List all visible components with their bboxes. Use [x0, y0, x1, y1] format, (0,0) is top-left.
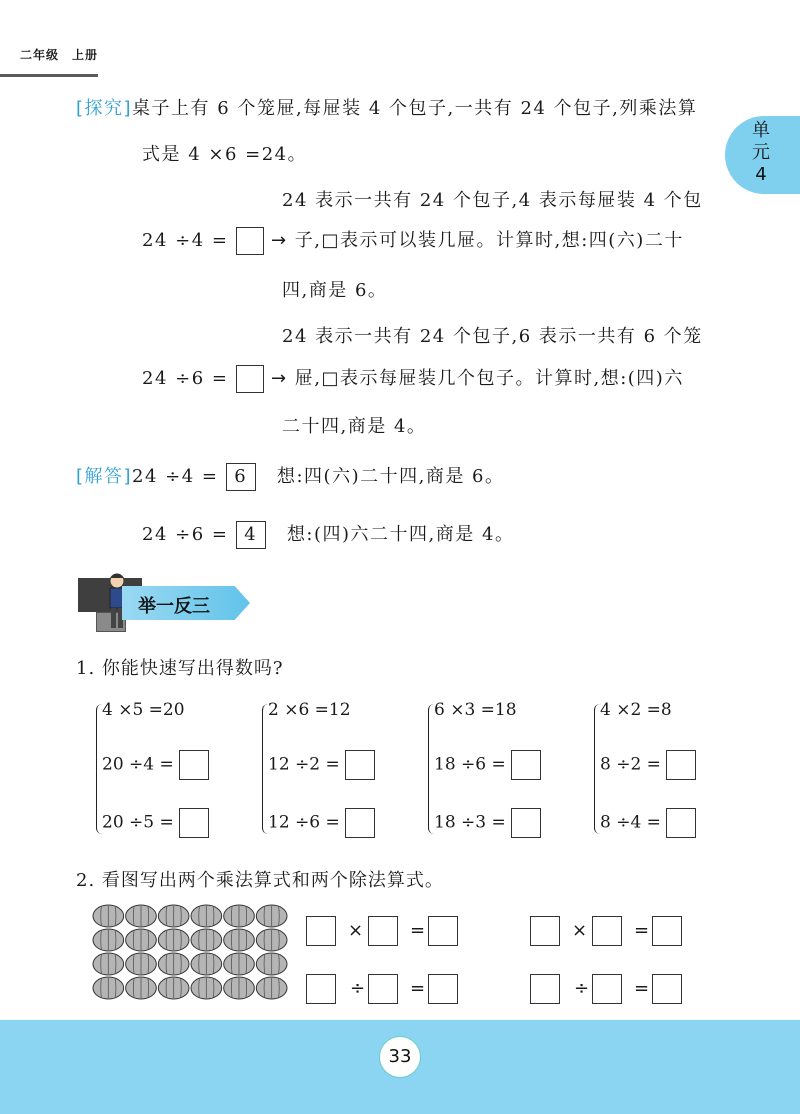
pumpkin-grid-picture	[92, 904, 288, 1000]
equation-quotient: 12 ÷2 =	[268, 750, 375, 780]
times-sign: ×	[572, 920, 588, 941]
pumpkin-icon	[126, 953, 157, 975]
explore-b-line-2	[142, 364, 684, 393]
pumpkin-icon	[126, 929, 157, 951]
answer-blank-box[interactable]	[306, 916, 336, 946]
blank-box	[428, 916, 458, 946]
pumpkin-icon	[256, 905, 287, 927]
explore-text-1: 桌子上有 6 个笼屉,每屉装 4 个包子,一共有 24 个包子,列乘法算	[132, 98, 698, 119]
answer-2-expr: 24 ÷6 =	[142, 524, 229, 545]
answer-blank-box[interactable]	[179, 750, 209, 780]
equals-sign: =	[410, 978, 426, 999]
pumpkin-icon	[126, 905, 157, 927]
answer-2-box: 4	[236, 521, 266, 549]
answer-blank-box[interactable]	[345, 808, 375, 838]
answer-1-box: 6	[226, 463, 256, 491]
answer-tag: [解答]	[76, 466, 133, 487]
blank-box	[652, 916, 682, 946]
answer-blank-box[interactable]	[428, 916, 458, 946]
equation-quotient: 8 ÷4 =	[600, 808, 696, 838]
answer-1-expr: 24 ÷4 =	[132, 466, 219, 487]
pumpkin-icon	[158, 977, 189, 999]
equation-group-1	[96, 700, 246, 840]
unit-tab-label	[746, 120, 776, 186]
pumpkin-icon	[224, 929, 255, 951]
explore-b-line-1: 24 表示一共有 24 个包子,6 表示一共有 6 个笼	[282, 326, 703, 347]
blank-box	[306, 974, 336, 1004]
answer-blank-box[interactable]	[511, 750, 541, 780]
answer-1-note: 想:四(六)二十四,商是 6。	[276, 466, 505, 487]
explore-a-text-2: 子,□表示可以装几屉。计算时,想:四(六)二十	[294, 230, 684, 251]
pumpkin-icon	[224, 953, 255, 975]
explore-b-line-3: 二十四,商是 4。	[282, 416, 427, 437]
answer-blank-box[interactable]	[511, 808, 541, 838]
arrow-icon: →	[270, 368, 288, 389]
pumpkin-icon	[158, 929, 189, 951]
blank-box	[368, 916, 398, 946]
explore-tag: [探究]	[76, 98, 133, 119]
answer-blank-box[interactable]	[236, 227, 264, 255]
pumpkin-icon	[256, 929, 287, 951]
question-2-title: 2. 看图写出两个乘法算式和两个除法算式。	[76, 870, 444, 891]
pumpkin-icon	[191, 929, 222, 951]
answer-row-1	[76, 462, 505, 491]
pumpkin-icon	[158, 905, 189, 927]
pumpkin-icon	[93, 953, 124, 975]
equation-product: 4 ×5 =20	[102, 700, 185, 720]
answer-blank-box[interactable]	[530, 974, 560, 1004]
divide-sign: ÷	[574, 978, 590, 999]
answer-blank-box[interactable]	[666, 750, 696, 780]
equals-sign: =	[634, 920, 650, 941]
pumpkin-icon	[93, 905, 124, 927]
pumpkin-icon	[191, 977, 222, 999]
answer-blank-box[interactable]	[652, 916, 682, 946]
pumpkin-icon	[256, 953, 287, 975]
answer-blank-box[interactable]	[652, 974, 682, 1004]
explore-a-expr: 24 ÷4 =	[142, 230, 229, 251]
equation-group-4	[594, 700, 744, 840]
answer-blank-box[interactable]	[306, 974, 336, 1004]
pumpkin-icon	[158, 953, 189, 975]
unit-number: 4	[755, 164, 767, 185]
blank-box	[592, 974, 622, 1004]
equation-group-2	[262, 700, 412, 840]
unit-char-1: 单	[752, 120, 770, 141]
pumpkin-icon	[191, 905, 222, 927]
pumpkin-icon	[93, 977, 124, 999]
answer-blank-box[interactable]	[345, 750, 375, 780]
pumpkin-icon	[256, 977, 287, 999]
pumpkin-icon	[224, 977, 255, 999]
answer-blank-box[interactable]	[368, 974, 398, 1004]
equation-group-3	[428, 700, 578, 840]
explore-a-line-3: 四,商是 6。	[282, 280, 388, 301]
equation-quotient: 8 ÷2 =	[600, 750, 696, 780]
explore-b-text-2: 屉,□表示每屉装几个包子。计算时,想:(四)六	[294, 368, 684, 389]
blank-box	[530, 916, 560, 946]
answer-blank-box[interactable]	[368, 916, 398, 946]
blank-box	[368, 974, 398, 1004]
section-banner-label: 举一反三	[138, 596, 210, 617]
equation-product: 6 ×3 =18	[434, 700, 517, 720]
answer-blank-box[interactable]	[592, 916, 622, 946]
pumpkin-icon	[93, 929, 124, 951]
answer-blank-box[interactable]	[666, 808, 696, 838]
explore-line-2: 式是 4 ×6 =24。	[142, 144, 308, 165]
equation-quotient: 20 ÷4 =	[102, 750, 209, 780]
equation-quotient: 18 ÷3 =	[434, 808, 541, 838]
header-rule	[0, 74, 98, 77]
arrow-icon: →	[270, 230, 288, 251]
blank-box	[530, 974, 560, 1004]
explore-a-line-2	[142, 226, 684, 255]
answer-blank-box[interactable]	[428, 974, 458, 1004]
question-1-title: 1. 你能快速写出得数吗?	[76, 658, 284, 679]
answer-2-note: 想:(四)六二十四,商是 4。	[286, 524, 515, 545]
equals-sign: =	[410, 920, 426, 941]
blank-box	[428, 974, 458, 1004]
unit-char-2: 元	[752, 142, 770, 163]
pumpkin-icon	[224, 905, 255, 927]
pumpkin-icon	[191, 953, 222, 975]
explore-line-1	[76, 94, 697, 120]
equation-quotient: 12 ÷6 =	[268, 808, 375, 838]
answer-blank-box[interactable]	[592, 974, 622, 1004]
blank-box	[306, 916, 336, 946]
pumpkin-icon	[126, 977, 157, 999]
equation-quotient: 18 ÷6 =	[434, 750, 541, 780]
equation-product: 4 ×2 =8	[600, 700, 672, 720]
divide-sign: ÷	[350, 978, 366, 999]
answer-blank-box[interactable]	[236, 365, 264, 393]
grade-label: 二年级 上册	[20, 48, 99, 62]
explore-a-line-1: 24 表示一共有 24 个包子,4 表示每屉装 4 个包	[282, 190, 703, 211]
blank-box	[652, 974, 682, 1004]
equals-sign: =	[634, 978, 650, 999]
answer-row-2	[142, 520, 514, 549]
times-sign: ×	[348, 920, 364, 941]
explore-b-expr: 24 ÷6 =	[142, 368, 229, 389]
equation-quotient: 20 ÷5 =	[102, 808, 209, 838]
page-number: 33	[379, 1036, 421, 1078]
answer-blank-box[interactable]	[179, 808, 209, 838]
blank-box	[592, 916, 622, 946]
answer-blank-box[interactable]	[530, 916, 560, 946]
equation-product: 2 ×6 =12	[268, 700, 351, 720]
